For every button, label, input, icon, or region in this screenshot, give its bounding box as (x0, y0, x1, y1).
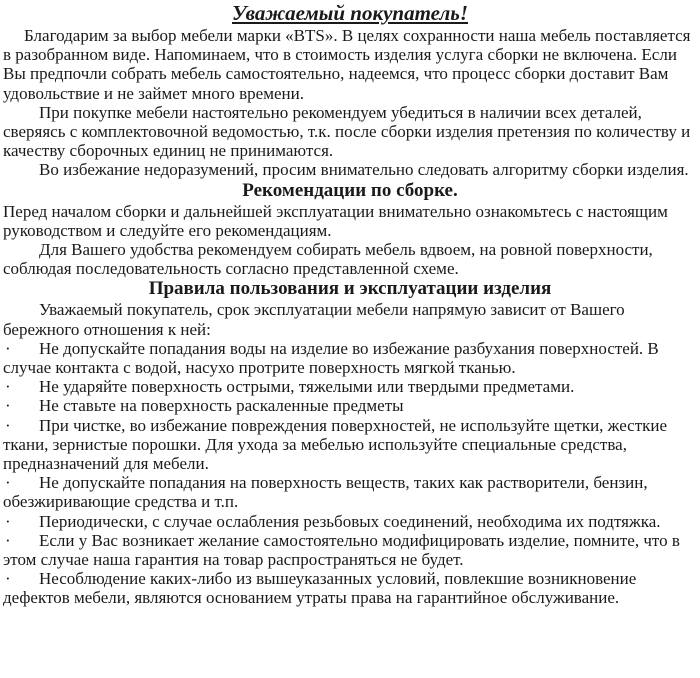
list-item (3, 512, 697, 531)
list-item-text: При чистке, во избежание повреждения поверхностей, не используйте щетки, жесткие ткани, зернистые порошки. Для ухода за мебелью используйте специальные средства, предназначений для мебели. (3, 415, 668, 474)
bullet-marker: · (5, 473, 11, 493)
bullet-marker: · (5, 511, 11, 531)
bullet-marker: · (5, 415, 11, 435)
usage-lead-paragraph: Уважаемый покупатель, срок эксплуатации мебели напрямую зависит от Вашего бережного отношения к ней: (3, 300, 625, 339)
usage-section-heading: Правила пользования и эксплуатации изделия (148, 278, 552, 300)
document-title: Уважаемый покупатель! (232, 1, 468, 25)
list-item-text: Периодически, с случае ослабления резьбовых соединений, необходима их подтяжка. (39, 511, 661, 531)
bullet-marker: · (5, 396, 11, 416)
list-item (3, 339, 697, 377)
intro-paragraph: При покупке мебели настоятельно рекомендуем убедиться в наличии всех деталей, сверяясь с комплектовочной ведомостью, т.к. после сборки изделия претензия по количеству и качеству сборочных единиц не принимаются. (3, 102, 691, 161)
list-item-text: Не ударяйте поверхность острыми, тяжелыми или твердыми предметами. (39, 377, 575, 397)
list-item (3, 377, 697, 396)
bullet-marker: · (5, 338, 11, 358)
bullet-marker: · (5, 569, 11, 589)
list-item (3, 396, 697, 415)
list-item-text: Не допускайте попадания на поверхность веществ, таких как растворители, бензин, обезжиривающие средства и т.п. (3, 473, 648, 512)
intro-paragraph: Благодарим за выбор мебели марки «BTS». В целях сохранности наша мебель поставляется в разобранном виде. Напоминаем, что в стоимость изделия услуга сборки не включена. Если Вы предпочли собрать мебель самостоятельно, надеемся, что процесс сборки доставит Вам удовольствие и не займет много времени. (3, 26, 691, 103)
assembly-section-heading: Рекомендации по сборке. (242, 179, 458, 201)
list-item (3, 531, 697, 569)
list-item-text: Если у Вас возникает желание самостоятельно модифицировать изделие, помните, что в этом случае наша гарантия на товар распространяться не будет. (3, 530, 680, 570)
list-item-text: Несоблюдение каких-либо из вышеуказанных условий, повлекшие возникновение дефектов мебели, являются основанием утраты права на гарантийное обслуживание. (3, 569, 637, 608)
bullet-marker: · (5, 530, 11, 550)
list-item-text: Не допускайте попадания воды на изделие во избежание разбухания поверхностей. В случае контакта с водой, насухо протрите поверхность мягкой тканью. (3, 338, 659, 378)
list-item (3, 569, 697, 607)
bullet-marker: · (5, 377, 11, 397)
intro-paragraph: Во избежание недоразумений, просим внимательно следовать алгоритму сборки изделия. (39, 160, 689, 180)
list-item (3, 416, 697, 474)
list-item-text: Не ставьте на поверхность раскаленные предметы (39, 396, 404, 416)
assembly-paragraph: Перед началом сборки и дальнейшей эксплуатации внимательно ознакомьтесь с настоящим руководством и следуйте его рекомендациям. (3, 201, 668, 240)
assembly-paragraph: Для Вашего удобства рекомендуем собирать мебель вдвоем, на ровной поверхности, соблюдая последовательность согласно представленной схеме. (3, 240, 653, 279)
list-item (3, 473, 697, 511)
